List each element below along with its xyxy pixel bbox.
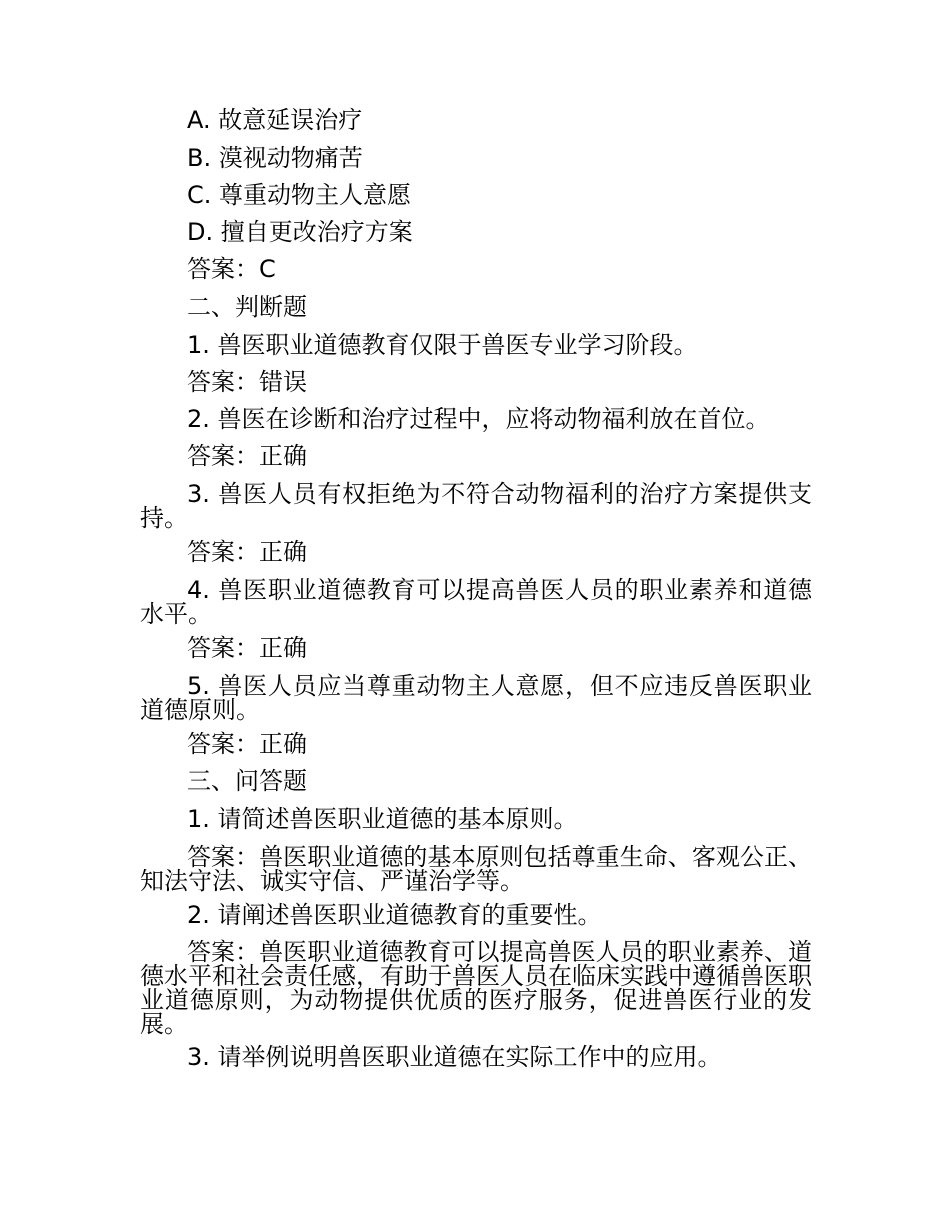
true-false-answer-4: 答案：正确 [187,634,307,662]
section-heading-true-false: 二、判断题 [187,293,307,321]
true-false-answer-2: 答案：正确 [187,442,307,470]
true-false-question-2: 2. 兽医在诊断和治疗过程中，应将动物福利放在首位。 [187,405,770,433]
true-false-answer-3: 答案：正确 [187,538,307,566]
qa-answer-2: 答案：兽医职业道德教育可以提高兽医人员的职业素养、道德水平和社会责任感，有助于兽医人员在临床实践中遵循兽医职业道德原则，为动物提供优质的医疗服务，促进兽医行业的发展。 [140,938,812,1038]
true-false-question-5: 5. 兽医人员应当尊重动物主人意愿，但不应违反兽医职业道德原则。 [140,672,812,724]
option-a: A. 故意延误治疗 [187,106,363,134]
section-heading-qa: 三、问答题 [187,767,307,795]
qa-question-2: 2. 请阐述兽医职业道德教育的重要性。 [187,901,602,929]
true-false-question-3: 3. 兽医人员有权拒绝为不符合动物福利的治疗方案提供支持。 [140,480,812,532]
true-false-answer-5: 答案：正确 [187,730,307,758]
qa-question-3: 3. 请举例说明兽医职业道德在实际工作中的应用。 [187,1043,722,1071]
qa-question-1: 1. 请简述兽医职业道德的基本原则。 [187,805,578,833]
option-b: B. 漠视动物痛苦 [187,144,363,172]
answer-choice: 答案：C [187,255,276,283]
option-c: C. 尊重动物主人意愿 [187,181,412,209]
true-false-question-4: 4. 兽医职业道德教育可以提高兽医人员的职业素养和道德水平。 [140,576,812,628]
true-false-answer-1: 答案：错误 [187,368,307,396]
qa-answer-1: 答案：兽医职业道德的基本原则包括尊重生命、客观公正、知法守法、诚实守信、严谨治学等。 [140,843,812,895]
option-d: D. 擅自更改治疗方案 [187,218,413,246]
true-false-question-1: 1. 兽医职业道德教育仅限于兽医专业学习阶段。 [187,331,698,359]
